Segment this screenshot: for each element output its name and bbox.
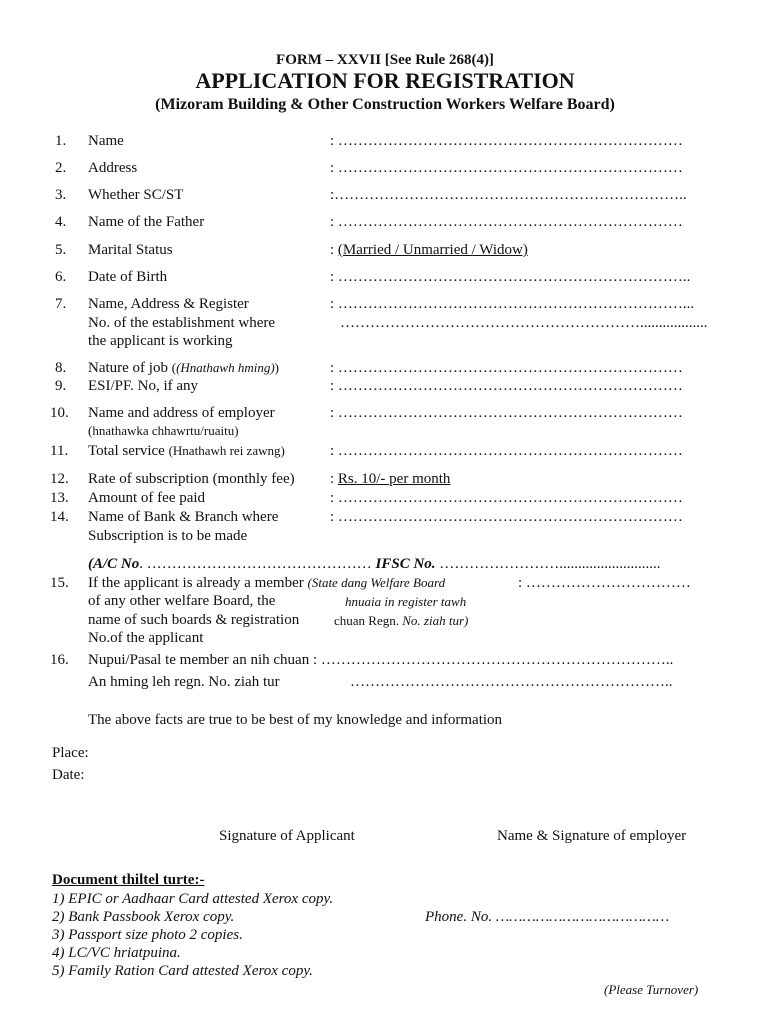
address-label: Address bbox=[88, 160, 138, 176]
other-board-note3-a: chuan Regn. bbox=[334, 613, 403, 628]
address-field[interactable]: : …………………………………………………………… bbox=[330, 160, 683, 176]
other-board-label-line4: No.of the applicant bbox=[88, 630, 204, 646]
item-number: 8. bbox=[55, 360, 67, 376]
ifsc-field[interactable]: ……………………........................... bbox=[435, 556, 661, 572]
father-name-label: Name of the Father bbox=[88, 214, 205, 230]
document-item: 3) Passport size photo 2 copies. bbox=[52, 927, 243, 943]
item-number: 7. bbox=[55, 296, 67, 312]
item-number: 12. bbox=[50, 471, 69, 487]
job-label-note: ((Hnathawh hming)) bbox=[171, 360, 280, 375]
bank-field[interactable]: : …………………………………………………………… bbox=[330, 509, 683, 525]
other-board-note3 bbox=[334, 614, 468, 629]
spouse-member-label-line2: An hming leh regn. No. ziah tur bbox=[88, 674, 280, 690]
colon: : bbox=[330, 242, 338, 258]
phone-field[interactable]: Phone. No. ………………………………… bbox=[425, 909, 670, 925]
account-ifsc-line[interactable] bbox=[88, 556, 661, 573]
esi-pf-label: ESI/PF. No, if any bbox=[88, 378, 199, 394]
other-board-text: If the applicant is already a member bbox=[88, 575, 304, 591]
item-number: 13. bbox=[50, 490, 69, 506]
job-label bbox=[88, 360, 279, 377]
document-item: 2) Bank Passbook Xerox copy. bbox=[52, 909, 235, 925]
item-number: 1. bbox=[55, 133, 67, 149]
employer-label-note: (hnathawka chhawrtu/ruaitu) bbox=[88, 423, 239, 438]
subscription-value bbox=[330, 471, 450, 488]
item-number: 2. bbox=[55, 160, 67, 176]
ifsc-label: IFSC No. bbox=[375, 556, 436, 572]
other-board-label-line1 bbox=[88, 575, 445, 592]
applicant-signature-label: Signature of Applicant bbox=[219, 828, 355, 844]
marital-status-label: Marital Status bbox=[88, 242, 173, 258]
colon: : bbox=[330, 471, 338, 487]
date-label: Date: bbox=[52, 767, 85, 783]
dob-field[interactable]: : …………………………………………………………….. bbox=[330, 269, 691, 285]
total-service-text: Total service bbox=[88, 443, 165, 459]
document-item: 5) Family Ration Card attested Xerox copy. bbox=[52, 963, 313, 979]
esi-pf-field[interactable]: : …………………………………………………………… bbox=[330, 378, 683, 394]
fee-paid-field[interactable]: : …………………………………………………………… bbox=[330, 490, 683, 506]
ac-field[interactable]: . ……………………………………… bbox=[139, 556, 376, 572]
job-note-text: (Hnathawh hming) bbox=[176, 360, 275, 375]
ac-label: (A/C No bbox=[88, 556, 140, 572]
other-board-label-line3: name of such boards & registration bbox=[88, 612, 300, 628]
spouse-member-field[interactable]: ……………………………………………………….. bbox=[350, 674, 673, 690]
establishment-label-line3: the applicant is working bbox=[88, 333, 233, 349]
item-number: 16. bbox=[50, 652, 69, 668]
document-item: 1) EPIC or Aadhaar Card attested Xerox copy. bbox=[52, 891, 334, 907]
other-board-field[interactable]: : …………………………… bbox=[518, 575, 691, 591]
father-name-field[interactable]: : …………………………………………………………… bbox=[330, 214, 683, 230]
item-number: 10. bbox=[50, 405, 69, 421]
total-service-field[interactable]: : …………………………………………………………… bbox=[330, 443, 683, 459]
subscription-amount: Rs. 10/- per month bbox=[337, 471, 451, 487]
form-number: FORM – XXVII [See Rule 268(4)] bbox=[276, 52, 494, 68]
item-number: 4. bbox=[55, 214, 67, 230]
please-turnover-note: (Please Turnover) bbox=[604, 982, 699, 997]
item-number: 15. bbox=[50, 575, 69, 591]
fee-paid-label: Amount of fee paid bbox=[88, 490, 206, 506]
establishment-label-line2: No. of the establishment where bbox=[88, 315, 276, 331]
establishment-field-line2[interactable]: …………………………………………………….................. bbox=[340, 315, 708, 331]
employer-signature-label: Name & Signature of employer bbox=[497, 828, 687, 844]
other-board-note1: (State dang Welfare Board bbox=[307, 575, 446, 590]
bank-label-line2: Subscription is to be made bbox=[88, 528, 248, 544]
item-number: 14. bbox=[50, 509, 69, 525]
total-service-label bbox=[88, 443, 285, 460]
page-subtitle: (Mizoram Building & Other Construction Workers Welfare Board) bbox=[155, 96, 615, 113]
item-number: 5. bbox=[55, 242, 67, 258]
item-number: 3. bbox=[55, 187, 67, 203]
establishment-label-line1: Name, Address & Register bbox=[88, 296, 249, 312]
marital-status-options[interactable]: (Married / Unmarried / Widow) bbox=[337, 242, 528, 258]
other-board-note2: hnuaia in register tawh bbox=[345, 594, 467, 609]
job-label-text: Nature of job bbox=[88, 360, 168, 376]
other-board-label-line2: of any other welfare Board, the bbox=[88, 593, 276, 609]
establishment-field[interactable]: : ……………………………………………………………... bbox=[330, 296, 695, 312]
bank-label-line1: Name of Bank & Branch where bbox=[88, 509, 279, 525]
sc-st-label: Whether SC/ST bbox=[88, 187, 184, 203]
page-title: APPLICATION FOR REGISTRATION bbox=[195, 68, 575, 93]
dob-label: Date of Birth bbox=[88, 269, 168, 285]
document-item: 4) LC/VC hriatpuina. bbox=[52, 945, 181, 961]
item-number: 9. bbox=[55, 378, 67, 394]
declaration-text: The above facts are true to be best of my knowledge and information bbox=[88, 712, 503, 728]
marital-status-field[interactable] bbox=[330, 242, 528, 259]
spouse-member-line1[interactable]: Nupui/Pasal te member an nih chuan : …………………………………………………………….. bbox=[88, 652, 674, 668]
total-service-note: (Hnathawh rei zawng) bbox=[168, 443, 285, 458]
place-label: Place: bbox=[52, 745, 89, 761]
documents-title: Document thiltel turte:- bbox=[52, 872, 205, 888]
name-label: Name bbox=[88, 133, 124, 149]
other-board-note3-b: No. ziah tur) bbox=[402, 613, 469, 628]
employer-label: Name and address of employer bbox=[88, 405, 275, 421]
subscription-label: Rate of subscription (monthly fee) bbox=[88, 471, 295, 487]
sc-st-field[interactable]: :…………………………………………………………….. bbox=[330, 187, 687, 203]
name-field[interactable]: : …………………………………………………………… bbox=[330, 133, 683, 149]
item-number: 11. bbox=[50, 443, 69, 459]
job-field[interactable]: : …………………………………………………………… bbox=[330, 360, 683, 376]
item-number: 6. bbox=[55, 269, 67, 285]
employer-field[interactable]: : …………………………………………………………… bbox=[330, 405, 683, 421]
